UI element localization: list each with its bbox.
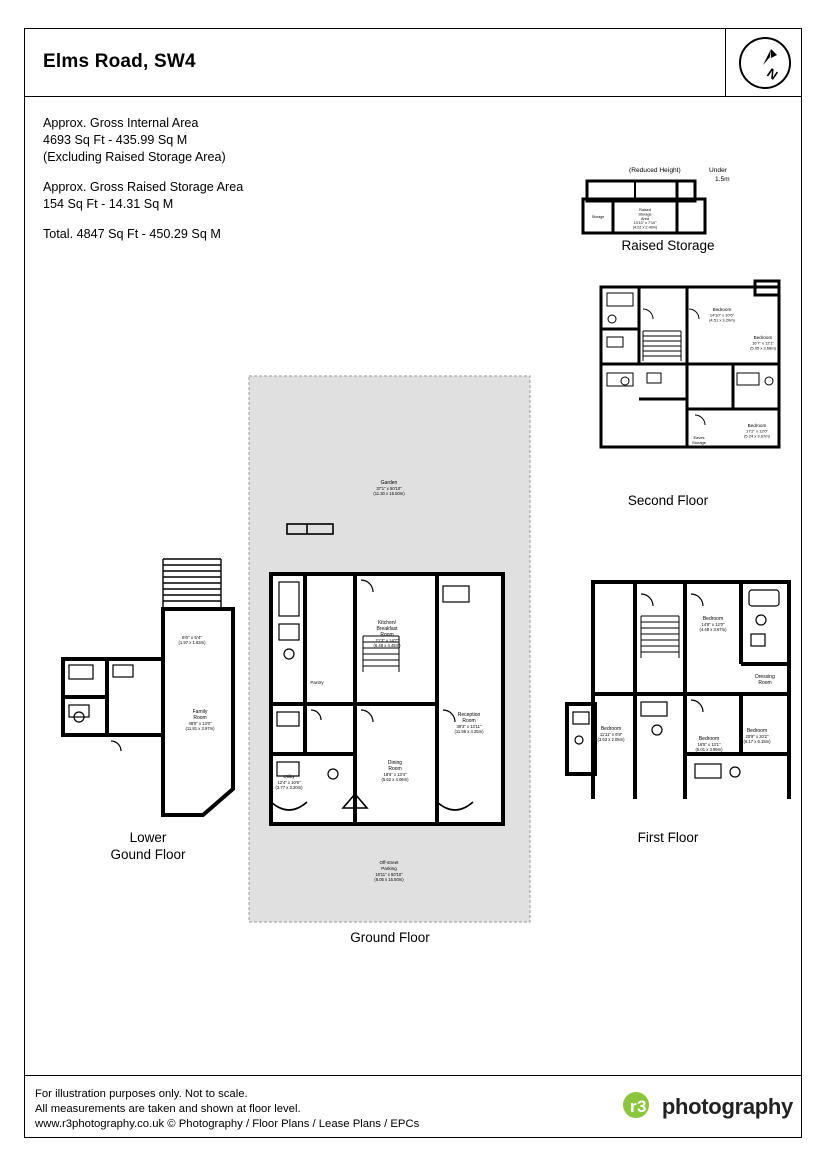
second-floor-label: Second Floor [627, 493, 709, 508]
svg-text:Area: Area [640, 216, 650, 221]
svg-text:Eaves: Eaves [693, 435, 705, 440]
page-title: Elms Road, SW4 [43, 51, 196, 72]
gross-internal-note: (Excluding Raised Storage Area) [43, 150, 226, 164]
svg-text:Kitchen/: Kitchen/ [377, 620, 397, 626]
svg-text:Bedroom: Bedroom [746, 728, 768, 734]
svg-text:Family: Family [192, 709, 208, 715]
ground-floor-label: Ground Floor [350, 930, 430, 945]
svg-text:(11.30 x 15.50m): (11.30 x 15.50m) [373, 491, 405, 496]
reduced-height-note: (Reduced Height) [629, 167, 681, 174]
svg-text:Room: Room [193, 715, 207, 721]
svg-text:16'5" x 13'1": 16'5" x 13'1" [697, 742, 721, 747]
svg-text:37'1" x 50'10": 37'1" x 50'10" [376, 486, 402, 491]
svg-text:14'8" x 12'0": 14'8" x 12'0" [701, 622, 725, 627]
svg-text:(4.51 x 3.20m): (4.51 x 3.20m) [709, 317, 735, 323]
svg-text:Bedroom: Bedroom [698, 736, 720, 742]
svg-text:(11.96 x 4.25m): (11.96 x 4.25m) [454, 729, 484, 734]
svg-text:21'3" x 14'7": 21'3" x 14'7" [375, 638, 399, 643]
svg-text:Storage: Storage [638, 212, 652, 217]
svg-text:(4.48 x 3.67m): (4.48 x 3.67m) [699, 627, 727, 632]
svg-text:Bedroom: Bedroom [747, 423, 767, 428]
svg-text:Storage: Storage [591, 215, 605, 219]
svg-text:(5.62 x 4.06m): (5.62 x 4.06m) [381, 777, 409, 782]
svg-text:16'7" x 12'1": 16'7" x 12'1" [752, 340, 774, 346]
lower-ground-floor-floorplan [35, 519, 255, 819]
svg-text:Room: Room [758, 680, 772, 686]
logo-wordmark: photography [661, 1094, 793, 1119]
svg-text:Off-street: Off-street [379, 860, 399, 865]
sheet-frame [24, 28, 802, 1138]
svg-text:Bedroom: Bedroom [702, 616, 724, 622]
svg-text:(5.01 x 3.99m): (5.01 x 3.99m) [695, 747, 723, 752]
svg-text:Reception: Reception [457, 712, 481, 718]
svg-text:Utility: Utility [283, 774, 295, 779]
svg-text:Garden: Garden [380, 480, 398, 486]
svg-text:Room: Room [388, 766, 402, 772]
first-floor-floorplan [545, 554, 795, 799]
first-floor-label: First Floor [637, 830, 699, 845]
svg-text:18'6" x 13'4": 18'6" x 13'4" [383, 772, 407, 777]
svg-text:13'10" x 7'10": 13'10" x 7'10" [633, 221, 657, 226]
svg-text:12'4" x 10'6": 12'4" x 10'6" [277, 780, 301, 785]
r3-logo-icon [621, 1090, 659, 1124]
second-floor-floorplan [577, 269, 797, 469]
company-logo [621, 1088, 793, 1126]
svg-text:(11.81 x 3.97m): (11.81 x 3.97m) [185, 726, 215, 731]
raised-storage-value: 154 Sq Ft - 14.31 Sq M [43, 197, 174, 211]
svg-text:17'2" x 12'0": 17'2" x 12'0" [746, 428, 768, 434]
footer-line-2: All measurements are taken and shown at floor level. [35, 1103, 301, 1115]
svg-text:Breakfast: Breakfast [376, 626, 398, 632]
header [25, 29, 801, 97]
raised-storage-floorplan [577, 169, 717, 239]
svg-text:3: 3 [636, 1097, 647, 1116]
svg-text:18'11" x 50'10": 18'11" x 50'10" [375, 872, 403, 877]
svg-text:(3.77 x 3.20m): (3.77 x 3.20m) [275, 785, 303, 790]
svg-text:Bedroom: Bedroom [600, 726, 622, 732]
svg-text:Pantry: Pantry [310, 680, 324, 685]
footer-line-1: For illustration purposes only. Not to scale. [35, 1088, 248, 1100]
svg-text:Bedroom: Bedroom [753, 335, 773, 340]
under-value: 1.5m [715, 176, 730, 183]
svg-text:(5.24 x 3.67m): (5.24 x 3.67m) [744, 433, 770, 439]
svg-text:(6.48 x 4.45m): (6.48 x 4.45m) [373, 643, 401, 648]
gross-internal-value: 4693 Sq Ft - 435.99 Sq M [43, 133, 188, 147]
footer-line-3[interactable]: www.r3photography.co.uk © Photography / Floor Plans / Lease Plans / EPCs [35, 1118, 420, 1130]
svg-text:48'8" x 13'0": 48'8" x 13'0" [188, 721, 212, 726]
svg-text:Room: Room [380, 632, 394, 638]
svg-text:Raised: Raised [639, 208, 651, 212]
header-divider [725, 29, 726, 97]
svg-text:6'6" x 5'4": 6'6" x 5'4" [181, 635, 203, 640]
svg-text:20'9" x 20'2": 20'9" x 20'2" [745, 734, 769, 739]
lower-ground-floor-label-line1: Lower [129, 830, 167, 845]
svg-text:r: r [629, 1097, 637, 1116]
svg-text:Parking: Parking [381, 866, 397, 871]
raised-storage-label: Raised Storage [621, 238, 715, 253]
svg-text:Dressing: Dressing [755, 674, 775, 680]
svg-text:Storage: Storage [691, 440, 707, 445]
footer [25, 1075, 801, 1137]
ground-floor-floorplan [247, 374, 532, 924]
north-arrow-icon [739, 37, 791, 89]
area-summary [43, 115, 243, 243]
gross-internal-heading: Approx. Gross Internal Area [43, 116, 199, 130]
svg-text:(5.05 x 3.68m): (5.05 x 3.68m) [750, 345, 776, 351]
svg-text:(6.05 x 15.50m): (6.05 x 15.50m) [374, 877, 404, 882]
svg-text:(6.17 x 6.15m): (6.17 x 6.15m) [743, 739, 771, 744]
svg-text:N: N [764, 65, 781, 83]
under-note: Under [709, 167, 727, 174]
svg-text:(4.22 x 2.40m): (4.22 x 2.40m) [632, 225, 658, 230]
svg-text:(3.63 x 2.05m): (3.63 x 2.05m) [597, 737, 625, 742]
svg-text:11'11" x 6'9": 11'11" x 6'9" [599, 732, 623, 737]
svg-text:39'3" x 13'11": 39'3" x 13'11" [456, 724, 482, 729]
svg-text:Dining: Dining [387, 760, 403, 766]
svg-text:Room: Room [462, 718, 476, 724]
svg-text:(1.97 x 1.63m): (1.97 x 1.63m) [178, 640, 206, 645]
svg-text:Bedroom: Bedroom [712, 307, 732, 312]
lower-ground-floor-label-line2: Gound Floor [110, 847, 186, 862]
raised-storage-heading: Approx. Gross Raised Storage Area [43, 180, 244, 194]
lower-ground-floor-label [53, 829, 243, 863]
svg-text:14'10" x 10'6": 14'10" x 10'6" [709, 312, 735, 318]
total-area-value: Total. 4847 Sq Ft - 450.29 Sq M [43, 227, 221, 241]
